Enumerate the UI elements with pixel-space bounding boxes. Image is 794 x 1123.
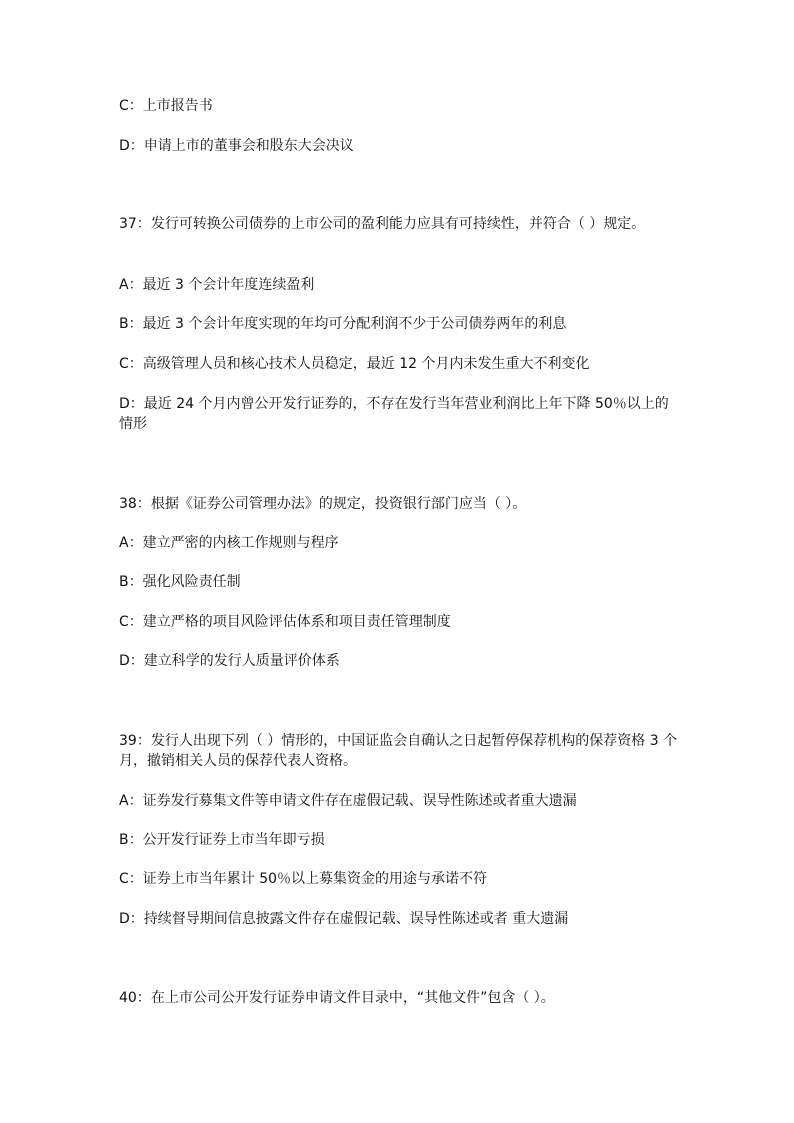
q39-option-b: B：公开发行证券上市当年即亏损: [119, 832, 325, 848]
q40-question: 40：在上市公司公开发行证券申请文件目录中，“其他文件”包含（ ）。: [119, 990, 555, 1006]
q39-question: 39：发行人出现下列（ ）情形的，中国证监会自确认之日起暂停保荐机构的保荐资格 3 个月，撤销相关人员的保荐代表人资格。: [119, 733, 678, 769]
q39-option-a: A：证券发行募集文件等申请文件存在虚假记载、误导性陈述或者重大遗漏: [119, 793, 577, 809]
q37-question: 37：发行可转换公司债券的上市公司的盈利能力应具有可持续性，并符合（ ）规定。: [119, 216, 646, 232]
q38-option-a: A：建立严密的内核工作规则与程序: [119, 535, 339, 551]
q37-option-b: B：最近 3 个会计年度实现的年均可分配利润不少于公司债券两年的利息: [119, 316, 567, 332]
q38-option-d: D：建立科学的发行人质量评价体系: [119, 653, 340, 669]
q38-question: 38：根据《证券公司管理办法》的规定，投资银行部门应当（ ）。: [119, 496, 527, 512]
q36-option-c: C：上市报告书: [119, 98, 213, 114]
q36-option-d: D：申请上市的董事会和股东大会决议: [119, 138, 354, 154]
q37-option-c: C：高级管理人员和核心技术人员稳定，最近 12 个月内未发生重大不利变化: [119, 356, 590, 372]
q37-option-d: D：最近 24 个月内曾公开发行证券的，不存在发行当年营业利润比上年下降 50％以上的情形: [119, 396, 669, 432]
q39-option-d: D：持续督导期间信息披露文件存在虚假记载、误导性陈述或者 重大遗漏: [119, 911, 569, 927]
q39-option-c: C：证券上市当年累计 50％以上募集资金的用途与承诺不符: [119, 871, 488, 887]
q38-option-c: C：建立严格的项目风险评估体系和项目责任管理制度: [119, 614, 451, 630]
q37-option-a: A：最近 3 个会计年度连续盈利: [119, 277, 315, 293]
q38-option-b: B：强化风险责任制: [119, 574, 241, 590]
